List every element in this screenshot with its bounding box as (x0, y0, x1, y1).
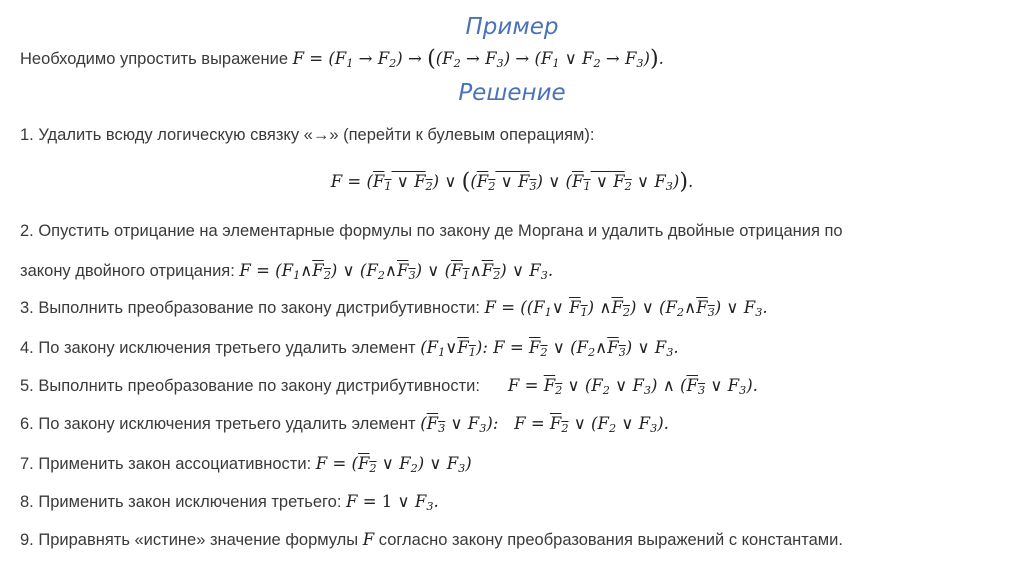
formula-symbol: F (362, 530, 375, 549)
step-7-formula: $F = (F_2$ ∨ $F_2$) ∨ $F_3$) (315, 454, 472, 476)
example-heading: Пример (465, 14, 559, 40)
step-5-formula: $F = F_2$ ∨ ($F_2$ ∨ $F_3$) ∧ ($F_3$ ∨ $F_3$). (507, 376, 758, 398)
step-1: 1. Удалить всюду логическую связку «→» (перейти к булевым операциям): (20, 126, 595, 144)
solution-heading: Решение (458, 80, 566, 106)
step-7: 7. Применить закон ассоциативности: $F = (F_2$ ∨ $F_2$) ∨ $F_3$) (20, 454, 472, 476)
step-3: 3. Выполнить преобразование по закону дистрибутивности: $F = ((F_1\vee$ $F_1$) $\wedge F_2$) ∨ $(F_2\wedge F_3)$ ∨ $F_3$. (20, 298, 768, 320)
step-4-formula: $(F_1\vee F_1)$: $F = F_2$ ∨ $(F_2\wedge F_3)$ ∨ $F_3$. (420, 338, 679, 360)
step-8-formula: F = 1 ∨ $F_3$. (346, 492, 439, 514)
original-formula: $F = (F_1 \to F_2) \to ((F_2 \to F_3) \to (F_1$ ∨ $F_2 \to F_3$)). (292, 45, 664, 72)
step-4: 4. По закону исключения третьего удалить элемент $(F_1\vee F_1)$: $F = F_2$ ∨ $(F_2\wedge F_3)$ ∨ $F_3$. (20, 338, 679, 360)
step-2-formula: $F = (F_1\wedge F_2)$ ∨ $(F_2\wedge F_3)$ ∨ $(F_1\wedge F_2)$ ∨ $F_3$. (239, 261, 554, 283)
step-1-formula: $F = (F_1$ ∨ $F_2$) ∨ (($F_2$ ∨ $F_3$) ∨ ($F_1$ ∨ $F_2$ ∨ $F_3$)). (330, 168, 694, 195)
step-5: 5. Выполнить преобразование по закону дистрибутивности: $F = F_2$ ∨ ($F_2$ ∨ $F_3$) ∧ ($F_3$ ∨ $F_3$). (20, 376, 758, 398)
step-2-continued: закону двойного отрицания: $F = (F_1\wedge F_2)$ ∨ $(F_2\wedge F_3)$ ∨ $(F_1\wedge F_2)$ ∨ $F_3$. (20, 261, 554, 283)
step-9: 9. Приравнять «истине» значение формулы F согласно закону преобразования выражений с константами. (20, 530, 843, 549)
task-text: Необходимо упростить выражение (20, 50, 293, 68)
step-6-formula: ($F_3$ ∨ $F_3$): $F = F_2$ ∨ ($F_2$ ∨ $F_3$). (420, 414, 669, 436)
step-2: 2. Опустить отрицание на элементарные формулы по закону де Моргана и удалить двойные отрицания по (20, 222, 843, 240)
step-6: 6. По закону исключения третьего удалить элемент ($F_3$ ∨ $F_3$): $F = F_2$ ∨ ($F_2$ ∨ $F_3$). (20, 414, 669, 436)
step-3-formula: $F = ((F_1\vee$ $F_1$) $\wedge F_2$) ∨ $(F_2\wedge F_3)$ ∨ $F_3$. (484, 298, 768, 320)
task-statement (20, 45, 664, 72)
step-8: 8. Применить закон исключения третьего: F = 1 ∨ $F_3$. (20, 492, 439, 514)
